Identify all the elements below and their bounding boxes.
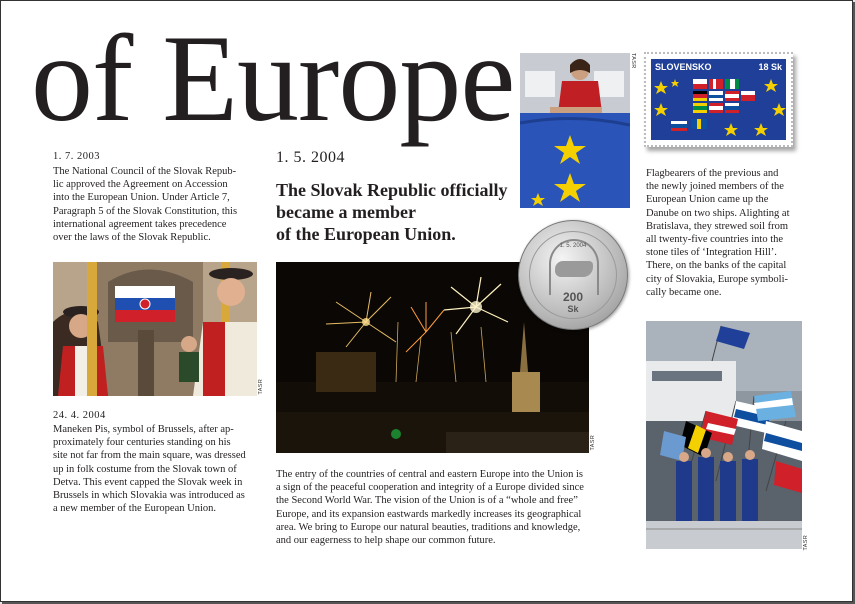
- page-title: of Europe: [31, 10, 515, 147]
- text-line: Danube on two ships. Alighting at: [646, 207, 790, 219]
- text-line: There, on the banks of the capital: [646, 260, 787, 272]
- coin-value-number: 200: [562, 290, 584, 304]
- text-line: Flagbearers of the previous and: [646, 168, 779, 179]
- credit-tasr-4: TASR: [803, 535, 809, 551]
- headline-accession: [276, 179, 521, 245]
- photo-maneken-pis: [53, 262, 257, 396]
- coin-value: [519, 291, 627, 315]
- text-line: the Second World War. The vision of the Union is of a “whole and free”: [276, 495, 578, 507]
- text-line: lic approved the Agreement on Accession: [53, 179, 228, 191]
- text-line: the newly joined members of the: [646, 181, 784, 193]
- text-line: Paragraph 5 of the Slovak Constitution, this: [53, 205, 238, 217]
- headline-line: became a member: [276, 202, 416, 222]
- date-maneken: 24. 4. 2004: [53, 410, 106, 421]
- text-line: European Union came up the: [646, 194, 769, 206]
- text-line: city of Slovakia, Europe symboli-: [646, 273, 789, 285]
- headline-line: of the European Union.: [276, 224, 456, 244]
- text-line: area. We bring to Europe our natural beauties, traditions and knowledge,: [276, 521, 581, 533]
- credit-tasr-3: TASR: [630, 53, 636, 69]
- text-flagbearers: [646, 167, 816, 299]
- postage-stamp: [644, 52, 793, 147]
- stamp-value: 18 Sk: [758, 62, 782, 72]
- text-line: proximately four centuries standing on his: [53, 437, 231, 449]
- date-2003: 1. 7. 2003: [53, 151, 100, 162]
- text-accession: [276, 468, 616, 547]
- coin-currency: Sk: [567, 304, 579, 314]
- stamp-flags-illustration: [651, 73, 786, 140]
- headline-line: The Slovak Republic officially: [276, 180, 508, 200]
- text-line: up in folk costume from the Slovak town of: [53, 463, 237, 475]
- stamp-face: [651, 59, 786, 140]
- text-line: Brussels in which Slovakia was introduced as: [53, 490, 245, 502]
- text-line: international agreement takes precedence: [53, 218, 227, 230]
- text-line: Bratislava, they strewed soil from: [646, 220, 789, 232]
- credit-tasr-1: TASR: [258, 379, 264, 395]
- photo-flagbearers-ship: [646, 321, 802, 549]
- text-line: The entry of the countries of central and eastern Europe into the Union is: [276, 469, 584, 480]
- text-line: all twenty-five countries into the: [646, 234, 784, 246]
- text-2003: [53, 165, 263, 244]
- text-maneken: [53, 423, 268, 515]
- photo-eu-flag-seamstress: [520, 53, 630, 208]
- text-line: Detva. This event capped the Slovak week in: [53, 476, 243, 488]
- text-line: cally became one.: [646, 286, 722, 298]
- text-line: over the laws of the Slovak Republic.: [53, 232, 211, 244]
- article-accession: [276, 468, 616, 547]
- text-line: a new member of the European Union.: [53, 503, 216, 515]
- date-accession: 1. 5. 2004: [276, 149, 345, 166]
- stamp-country: SLOVENSKO: [655, 62, 712, 72]
- coin-map: [555, 261, 593, 277]
- text-line: a sign of the peaceful cooperation and integrity of a Europe divided since: [276, 482, 584, 494]
- article-maneken-pis: [53, 410, 268, 515]
- article-flagbearers: [646, 167, 816, 299]
- commemorative-coin: [518, 220, 628, 330]
- text-line: and our eagerness to help shape our common future.: [276, 535, 496, 547]
- coin-date: 1. 5. 2004: [559, 243, 587, 249]
- credit-tasr-2: TASR: [590, 435, 596, 451]
- text-line: stone tiles of ‘Integration Hill’.: [646, 247, 777, 259]
- text-line: The National Council of the Slovak Repub-: [53, 166, 237, 177]
- text-line: into the European Union. Under Article 7,: [53, 192, 230, 204]
- article-2003: [53, 151, 263, 244]
- text-line: Maneken Pis, symbol of Brussels, after ap-: [53, 424, 234, 435]
- text-line: Europe, and its expansion eastwards markedly increases its geographical: [276, 508, 582, 520]
- text-line: site not far from the main square, was dressed: [53, 450, 246, 462]
